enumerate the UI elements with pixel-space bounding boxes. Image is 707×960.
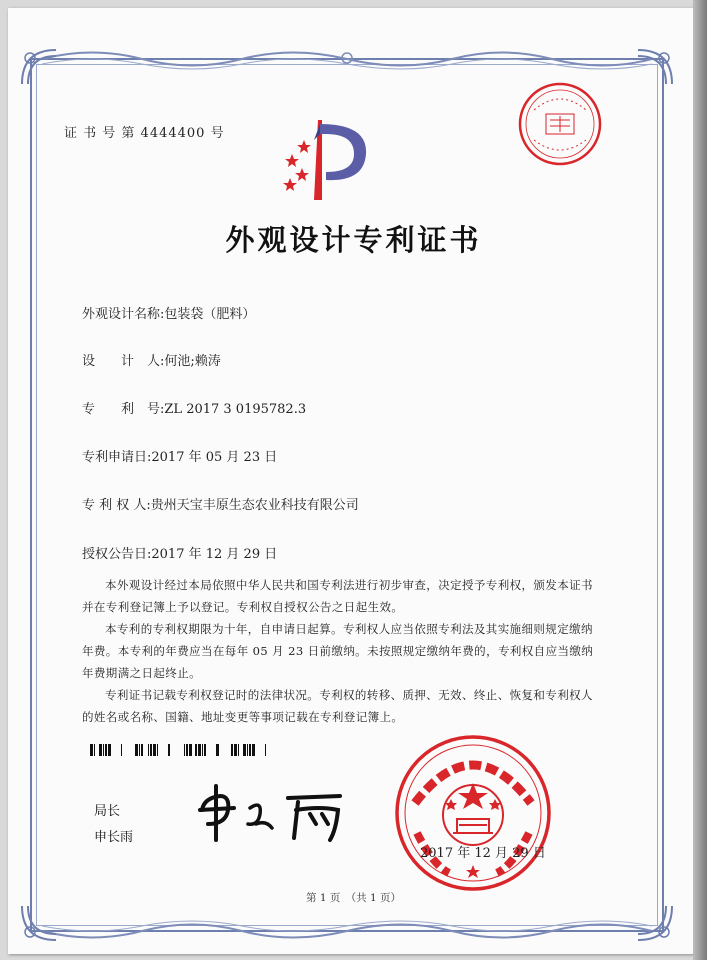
signature-icon	[190, 780, 350, 850]
paragraph-legal-status: 专利证书记载专利权登记时的法律状况。专利权的转移、质押、无效、终止、恢复和专利权人的姓名或名称、国籍、地址变更等事项记载在专利登记簿上。	[82, 688, 593, 724]
patentee-label: 专 利 权 人:	[82, 498, 151, 513]
corner-ornament-icon	[632, 44, 678, 90]
director-name: 申长雨	[94, 830, 134, 845]
patent-number-value: ZL 2017 3 0195782.3	[164, 402, 307, 417]
page-title: 外观设计专利证书	[225, 223, 482, 257]
grant-date-row	[82, 543, 277, 562]
paragraph-term: 本专利的专利权期限为十年，自申请日起算。专利权人应当依照专利法及其实施细则规定缴纳年费。本专利的年费应当在每年 05 月 23 日前缴纳。未按照规定缴纳年费的，专利权自应当缴纳年费期满之日起终止。	[82, 622, 594, 680]
grant-date-value: 2017 年 12 月 29 日	[151, 547, 278, 562]
patentee-value: 贵州天宝丰原生态农业科技有限公司	[150, 498, 359, 513]
frame-ornament-bottom-icon	[32, 918, 662, 944]
grant-date-label: 授权公告日:	[82, 547, 152, 562]
filing-date-value: 2017 年 05 月 23 日	[151, 450, 278, 465]
national-seal-icon	[393, 733, 553, 893]
paragraph-grant: 本外观设计经过本局依照中华人民共和国专利法进行初步审查，决定授予专利权，颁发本证书并在专利登记簿上予以登记。专利权自授权公告之日起生效。	[82, 578, 593, 614]
designer-row	[82, 350, 221, 369]
page-indicator: 第 1 页 （共 1 页）	[306, 892, 401, 904]
director-title: 局长	[94, 804, 121, 819]
patent-number-label: 专 利 号:	[82, 402, 165, 417]
designer-label: 设 计 人:	[82, 354, 165, 369]
certificate-number-suffix: 号	[210, 126, 225, 141]
barcode-icon	[90, 744, 278, 756]
corner-ornament-icon	[16, 44, 62, 90]
corner-ornament-icon	[16, 900, 62, 946]
certificate-number-label: 证 书 号 第	[64, 126, 136, 141]
designer-value: 何池;赖涛	[164, 354, 221, 369]
design-name-label: 外观设计名称:	[82, 307, 165, 322]
corner-ornament-icon	[632, 900, 678, 946]
seal-date: 2017 年 12 月 29 日	[420, 846, 546, 861]
patentee-row	[82, 494, 359, 513]
cnipa-logo-icon	[270, 110, 370, 205]
design-name-row	[82, 303, 255, 322]
patent-number-row	[82, 398, 306, 417]
certificate-number	[64, 122, 225, 141]
frame-ornament-top-icon	[32, 46, 662, 72]
filing-date-row	[82, 446, 277, 465]
agent-seal-icon	[516, 80, 604, 168]
certificate-number-value: 4444400	[140, 126, 206, 141]
filing-date-label: 专利申请日:	[82, 450, 152, 465]
design-name-value: 包装袋（肥料）	[164, 307, 256, 322]
scan-edge	[693, 0, 707, 960]
